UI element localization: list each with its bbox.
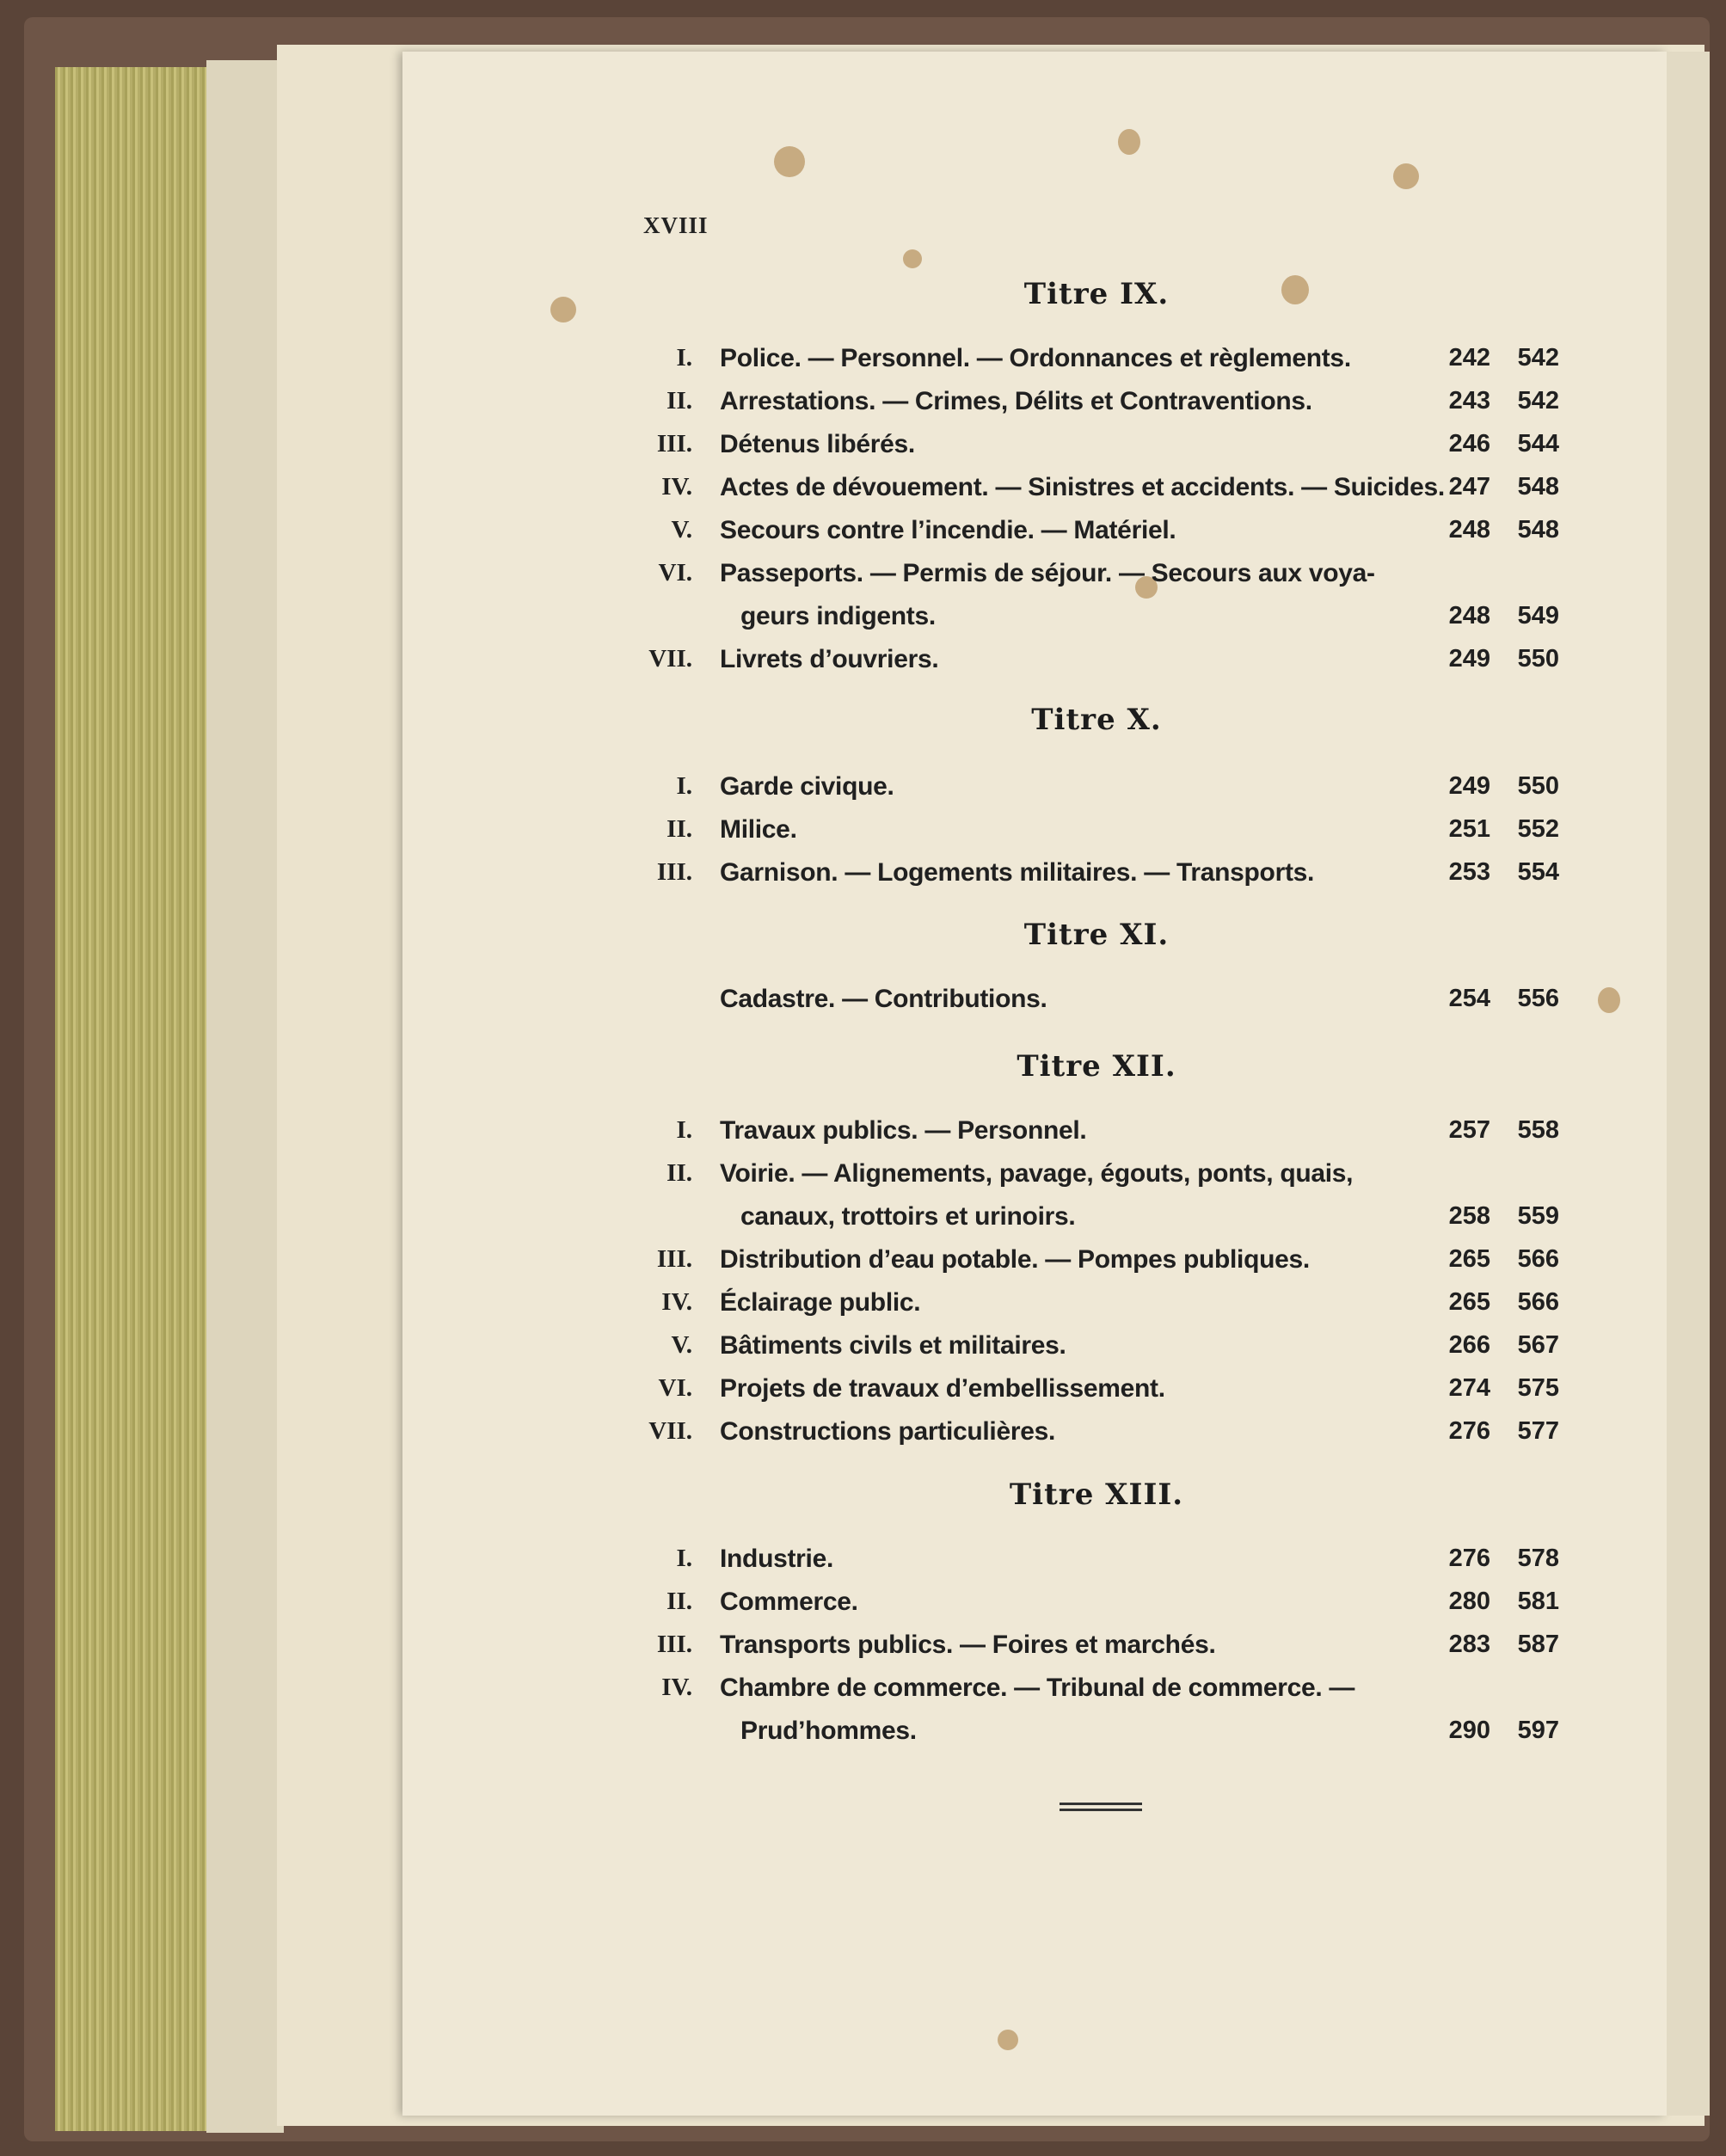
page-gutter [206,60,284,2133]
page-ref-first: 258 [1448,1202,1490,1230]
entry-text: Garnison. — Logements militaires. — Transports. [720,858,1315,887]
page-ref-second: 548 [1517,516,1559,544]
entry-numeral: I. [676,772,692,800]
section-title: Titre IX. [1023,277,1170,311]
page-ref-first: 242 [1448,344,1490,372]
entry-numeral: IV. [661,1288,692,1316]
page-ref-first: 283 [1448,1631,1490,1658]
entry-numeral: V. [671,1331,692,1359]
entry-text: Bâtiments civils et militaires. [720,1331,1066,1360]
page-ref-second: 578 [1517,1545,1559,1572]
page-ref-second: 550 [1517,772,1559,800]
page-ref-second: 556 [1517,985,1559,1012]
page-ref-second: 558 [1517,1116,1559,1144]
page-ref-second: 597 [1517,1717,1559,1744]
entry-text: Livrets d’ouvriers. [720,645,939,673]
page-ref-second: 566 [1517,1288,1559,1316]
foxing-stain [998,2030,1018,2050]
entry-text: Distribution d’eau potable. — Pompes publiques. [720,1245,1310,1274]
foxing-stain [550,297,576,322]
page-ref-second: 587 [1517,1631,1559,1658]
page-ref-first: 243 [1448,387,1490,415]
entry-text: Cadastre. — Contributions. [720,985,1047,1013]
page-ref-second: 566 [1517,1245,1559,1273]
toc-entry [641,772,1561,807]
entry-numeral: VI. [658,1374,692,1402]
page-ref-first: 265 [1448,1245,1490,1273]
page-ref-first: 257 [1448,1116,1490,1144]
toc-entry [641,1588,1561,1622]
entry-numeral: I. [676,1116,692,1144]
entry-text: Chambre de commerce. — Tribunal de commerce. — [720,1674,1355,1702]
toc-entry [641,815,1561,850]
entry-numeral: IV. [661,1674,692,1701]
toc-entry [641,1545,1561,1579]
toc-entry [641,1116,1561,1151]
page-ref-first: 290 [1448,1717,1490,1744]
page-ref-first: 247 [1448,473,1490,501]
entry-text: Travaux publics. — Personnel. [720,1116,1087,1145]
entry-numeral: II. [666,1159,692,1187]
page-ref-second: 548 [1517,473,1559,501]
page-ref-second: 550 [1517,645,1559,673]
right-page-edge [1667,52,1710,2116]
page-ref-first: 266 [1448,1331,1490,1359]
entry-numeral: II. [666,815,692,843]
toc-entry [641,1159,1561,1194]
toc-entry [641,1288,1561,1323]
foxing-stain [774,146,805,177]
entry-text: Industrie. [720,1545,834,1573]
entry-numeral: VI. [658,559,692,587]
entry-text: Constructions particulières. [720,1417,1056,1446]
toc-entry [641,602,1561,636]
toc-entry [641,430,1561,464]
page-ref-first: 274 [1448,1374,1490,1402]
entry-text: Transports publics. — Foires et marchés. [720,1631,1216,1659]
entry-numeral: I. [676,344,692,372]
entry-text: Éclairage public. [720,1288,921,1317]
toc-entry [641,1674,1561,1708]
page-ref-second: 552 [1517,815,1559,843]
toc-entry [641,1374,1561,1409]
page-ref-second: 542 [1517,387,1559,415]
entry-text: Actes de dévouement. — Sinistres et accidents. — Suicides. [720,473,1445,501]
page-ref-second: 544 [1517,430,1559,458]
toc-entry [641,1202,1561,1237]
toc-entry [641,985,1561,1019]
foxing-stain [1598,987,1620,1013]
entry-text: Prud’hommes. [740,1717,917,1745]
toc-entry [641,559,1561,593]
entry-numeral: IV. [661,473,692,501]
entry-text: canaux, trottoirs et urinoirs. [740,1202,1076,1231]
entry-text: Commerce. [720,1588,858,1616]
entry-numeral: II. [666,1588,692,1615]
section-title: Titre XII. [1017,1049,1176,1084]
section-title: Titre XI. [1023,918,1170,952]
page-ref-second: 581 [1517,1588,1559,1615]
page-numeral: XVIII [643,212,709,238]
entry-text: Passeports. — Permis de séjour. — Secours aux voya- [720,559,1375,587]
page-ref-first: 276 [1448,1417,1490,1445]
entry-numeral: III. [656,430,692,458]
toc-entry [641,473,1561,507]
entry-text: Projets de travaux d’embellissement. [720,1374,1165,1403]
page-ref-first: 280 [1448,1588,1490,1615]
page-ref-first: 249 [1448,645,1490,673]
page-ref-second: 554 [1517,858,1559,886]
entry-text: geurs indigents. [740,602,936,630]
entry-numeral: II. [666,387,692,415]
page-ref-first: 251 [1448,815,1490,843]
page-ref-second: 559 [1517,1202,1559,1230]
entry-numeral: VII. [648,1417,692,1445]
entry-text: Garde civique. [720,772,894,801]
entry-numeral: III. [656,1245,692,1273]
page-ref-first: 253 [1448,858,1490,886]
toc-entry [641,858,1561,893]
page-ref-second: 577 [1517,1417,1559,1445]
page-ref-first: 249 [1448,772,1490,800]
entry-text: Secours contre l’incendie. — Matériel. [720,516,1176,544]
toc-entry [641,1631,1561,1665]
page-ref-first: 254 [1448,985,1490,1012]
page-ref-first: 248 [1448,602,1490,630]
entry-numeral: I. [676,1545,692,1572]
toc-entry [641,387,1561,421]
entry-text: Police. — Personnel. — Ordonnances et règlements. [720,344,1351,372]
section-title: Titre XIII. [1009,1477,1184,1512]
entry-numeral: III. [656,1631,692,1658]
toc-entry [641,344,1561,378]
section-title: Titre X. [1031,703,1162,737]
entry-numeral: VII. [648,645,692,673]
foxing-stain [1118,129,1140,155]
toc-entry [641,516,1561,550]
end-double-rule [1060,1803,1142,1811]
page-ref-first: 265 [1448,1288,1490,1316]
entry-text: Milice. [720,815,797,844]
page-ref-second: 575 [1517,1374,1559,1402]
toc-entry [641,1245,1561,1280]
page-block-edge [55,67,227,2131]
page-ref-second: 549 [1517,602,1559,630]
entry-numeral: III. [656,858,692,886]
toc-entry [641,645,1561,679]
toc-entry [641,1331,1561,1366]
foxing-stain [903,249,922,268]
foxing-stain [1393,163,1419,189]
entry-text: Arrestations. — Crimes, Délits et Contraventions. [720,387,1312,415]
entry-text: Détenus libérés. [720,430,915,458]
page-ref-first: 246 [1448,430,1490,458]
page-ref-second: 567 [1517,1331,1559,1359]
toc-entry [641,1417,1561,1452]
page-ref-first: 276 [1448,1545,1490,1572]
toc-entry [641,1717,1561,1751]
entry-text: Voirie. — Alignements, pavage, égouts, ponts, quais, [720,1159,1354,1188]
entry-numeral: V. [671,516,692,544]
page-ref-second: 542 [1517,344,1559,372]
page-ref-first: 248 [1448,516,1490,544]
